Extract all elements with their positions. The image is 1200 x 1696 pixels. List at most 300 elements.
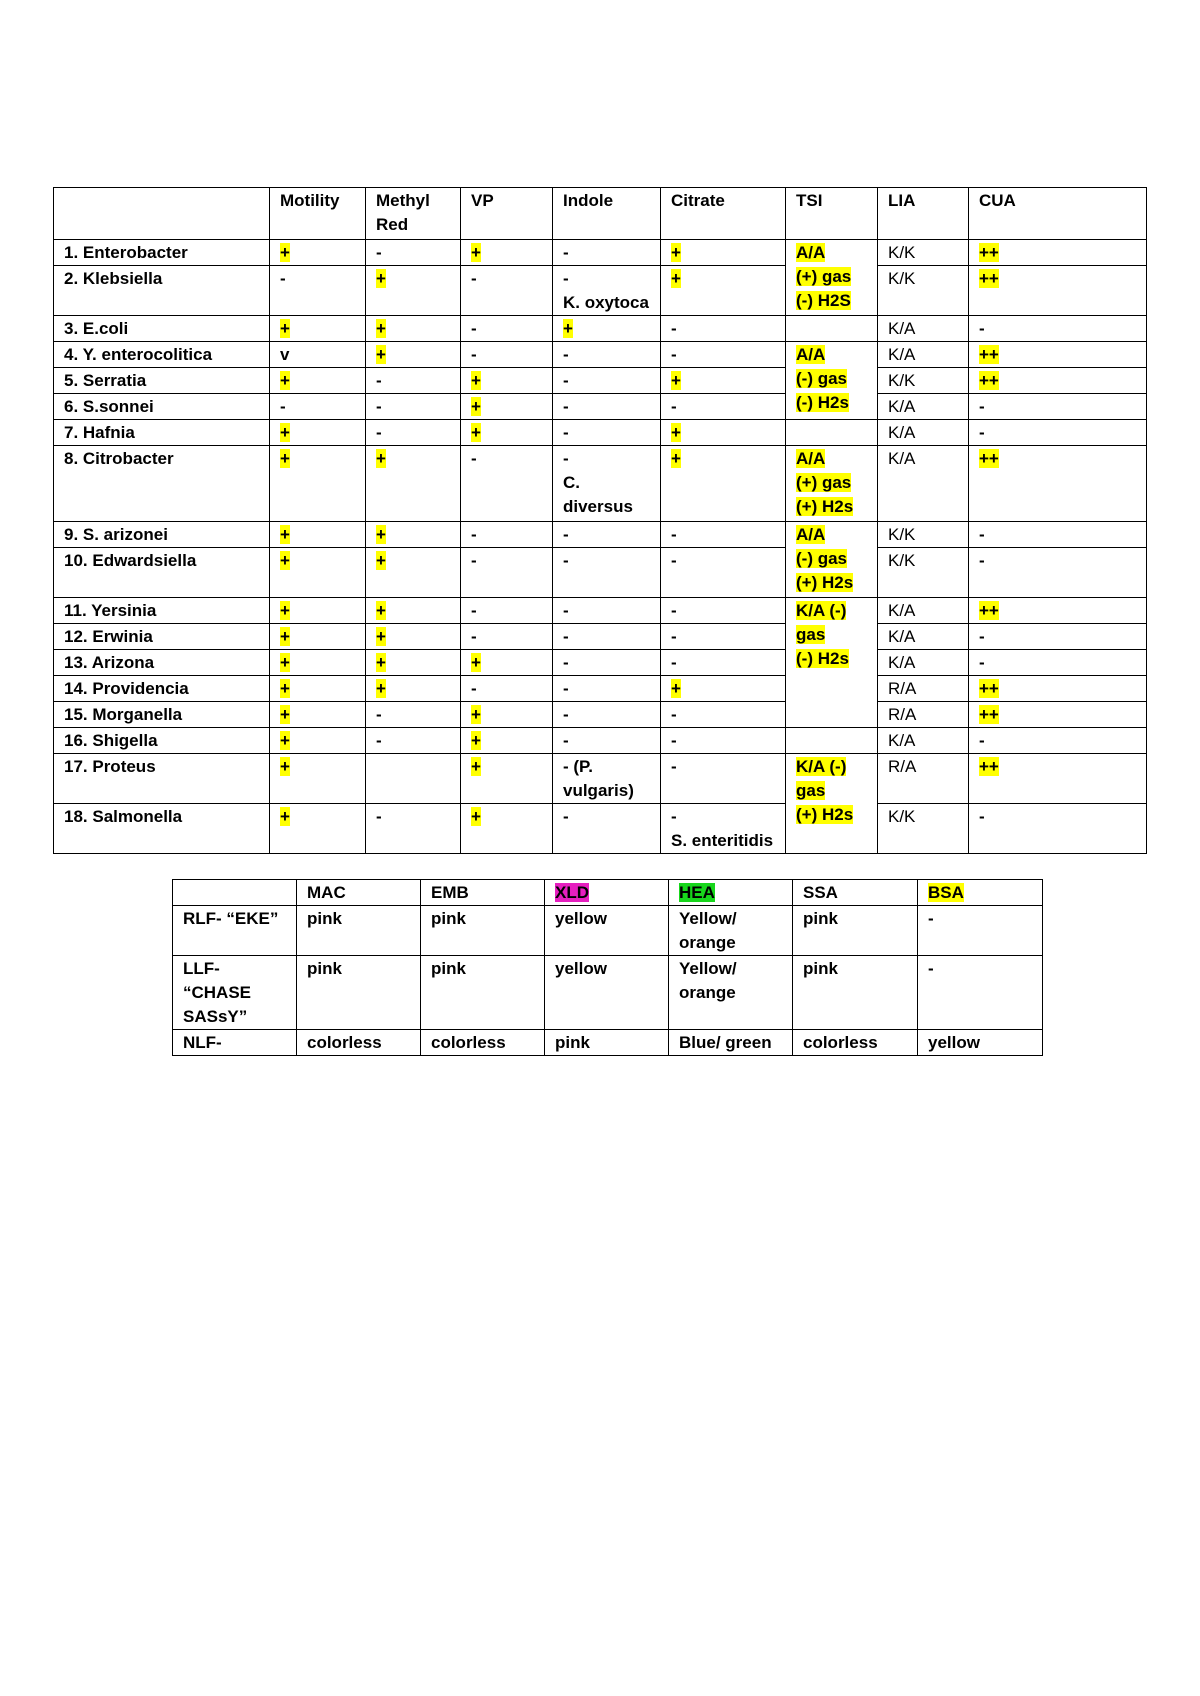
mr-cell [366,522,461,548]
motility-cell [270,316,366,342]
vp-value: - [471,269,477,288]
tsi-cell [786,728,878,754]
citrate-value: - [671,731,677,750]
cua-cell [969,266,1147,316]
table-row [54,420,1147,446]
mr-cell [366,548,461,598]
column-header [461,188,553,240]
organism-name [54,548,270,598]
lia-value: K/A [888,423,916,442]
cua-cell [969,728,1147,754]
vp-value: - [471,627,477,646]
indole-value: - [563,601,569,620]
header-label: Methyl Red [376,191,430,234]
mr-value: + [376,679,386,698]
fermenter-text: NLF- [183,1033,222,1052]
citrate-value: - [671,319,677,338]
motility-value: + [280,551,290,570]
lia-cell [878,624,969,650]
table-row [54,754,1147,804]
tsi-cell [786,598,878,728]
cua-cell [969,650,1147,676]
media-value: pink [431,909,466,928]
table-row [54,522,1147,548]
citrate-cell [661,394,786,420]
media-cell [421,1030,545,1056]
indole-value: - [563,423,569,442]
vp-value: + [471,653,481,672]
indole-value: - [563,653,569,672]
organism-name [54,446,270,522]
organism-name [54,624,270,650]
indole-value: - [563,525,569,544]
organism-name [54,394,270,420]
citrate-value: - [671,757,677,776]
media-cell [297,956,421,1030]
tsi-value: (+) gas [796,473,852,492]
motility-value: + [280,627,290,646]
media-value: colorless [431,1033,506,1052]
motility-cell [270,702,366,728]
media-value: - [928,909,934,928]
motility-cell [270,522,366,548]
table-row [54,342,1147,368]
citrate-cell [661,368,786,394]
citrate-cell [661,804,786,854]
organism-label: 1. Enterobacter [64,243,188,262]
cua-value: ++ [979,269,999,288]
indole-value: - [563,243,569,262]
lia-cell [878,420,969,446]
motility-value: + [280,807,290,826]
indole-cell [553,754,661,804]
vp-value: + [471,371,481,390]
indole-cell [553,342,661,368]
lia-cell [878,702,969,728]
cua-value: ++ [979,449,999,468]
motility-cell [270,624,366,650]
motility-value: + [280,423,290,442]
vp-cell [461,804,553,854]
tsi-value: K/A (-) [796,757,847,776]
column-header [54,188,270,240]
lia-value: K/A [888,601,916,620]
media-cell [793,906,918,956]
tsi-value: A/A [796,345,826,364]
vp-value: + [471,731,481,750]
media-table [172,879,1043,1056]
table-row [54,624,1147,650]
motility-cell [270,368,366,394]
indole-cell [553,240,661,266]
citrate-cell [661,598,786,624]
citrate-value: + [671,679,681,698]
table-row [54,598,1147,624]
media-cell [545,1030,669,1056]
indole-cell [553,446,661,522]
table-row [54,702,1147,728]
vp-value: + [471,423,481,442]
citrate-value: + [671,269,681,288]
organism-label: 7. Hafnia [64,423,135,442]
cua-cell [969,342,1147,368]
tsi-cell [786,446,878,522]
tsi-value: (-) H2s [796,393,849,412]
motility-cell [270,598,366,624]
cua-value: - [979,807,985,826]
indole-cell [553,316,661,342]
indole-value: - [563,397,569,416]
cua-value: ++ [979,243,999,262]
indole-value: - [563,627,569,646]
cua-cell [969,702,1147,728]
cua-value: - [979,627,985,646]
organism-name [54,342,270,368]
tsi-value: A/A [796,449,826,468]
motility-cell [270,728,366,754]
media-header-label: MAC [307,883,346,902]
organism-name [54,676,270,702]
vp-value: - [471,449,477,468]
tsi-value: A/A [796,525,826,544]
media-value: - [928,959,934,978]
citrate-cell [661,728,786,754]
vp-value: - [471,319,477,338]
tsi-value: (+) H2s [796,573,854,592]
indole-value: - [563,449,569,468]
tsi-value: K/A (-) [796,601,847,620]
indole-value: - [563,807,569,826]
media-cell [669,1030,793,1056]
mr-cell [366,598,461,624]
table-row [54,650,1147,676]
lia-value: K/K [888,525,916,544]
citrate-value: - [671,653,677,672]
lia-cell [878,522,969,548]
indole-value: vulgaris) [563,781,634,800]
tsi-value: (+) H2s [796,805,854,824]
media-cell [669,906,793,956]
table-row [54,804,1147,854]
vp-cell [461,728,553,754]
table-row [54,316,1147,342]
indole-value: - [563,705,569,724]
media-cell [421,906,545,956]
organism-name [54,754,270,804]
indole-value: C. [563,473,580,492]
lia-cell [878,394,969,420]
vp-cell [461,650,553,676]
citrate-value: + [671,449,681,468]
mr-value: - [376,705,382,724]
vp-value: + [471,807,481,826]
media-value: yellow [555,959,607,978]
citrate-cell [661,446,786,522]
tsi-cell [786,754,878,854]
media-column-header [545,880,669,906]
table-row [54,676,1147,702]
lia-cell [878,676,969,702]
citrate-cell [661,522,786,548]
media-cell [297,906,421,956]
lia-value: K/K [888,551,916,570]
mr-cell [366,394,461,420]
fermenter-label [173,956,297,1030]
media-value: Blue/ green [679,1033,772,1052]
mr-value: - [376,807,382,826]
vp-cell [461,240,553,266]
media-value: yellow [928,1033,980,1052]
organism-name [54,316,270,342]
motility-value: + [280,653,290,672]
mr-cell [366,342,461,368]
citrate-value: - [671,705,677,724]
vp-cell [461,702,553,728]
indole-cell [553,420,661,446]
citrate-cell [661,754,786,804]
mr-value: + [376,601,386,620]
media-cell [421,956,545,1030]
mr-value: - [376,397,382,416]
table-row [54,240,1147,266]
mr-cell [366,316,461,342]
citrate-value: S. enteritidis [671,831,774,850]
indole-value: diversus [563,497,633,516]
mr-value: + [376,319,386,338]
organism-label: 8. Citrobacter [64,449,174,468]
citrate-cell [661,420,786,446]
lia-cell [878,368,969,394]
media-column-header [421,880,545,906]
lia-value: K/K [888,371,916,390]
tsi-cell [786,342,878,420]
cua-value: ++ [979,345,999,364]
column-header [553,188,661,240]
tsi-value: (+) H2s [796,497,854,516]
citrate-cell [661,548,786,598]
cua-cell [969,420,1147,446]
motility-value: + [280,731,290,750]
citrate-value: - [671,601,677,620]
vp-value: - [471,601,477,620]
citrate-value: - [671,807,677,826]
media-column-header [173,880,297,906]
organism-name [54,240,270,266]
header-label: CUA [979,191,1016,210]
motility-value: + [280,243,290,262]
media-value: yellow [555,909,607,928]
motility-cell [270,548,366,598]
lia-cell [878,754,969,804]
media-value: pink [307,959,342,978]
organism-label: 17. Proteus [64,757,156,776]
media-value: colorless [803,1033,878,1052]
cua-value: ++ [979,705,999,724]
cua-value: - [979,525,985,544]
mr-cell [366,804,461,854]
tsi-value: gas [796,625,826,644]
motility-cell [270,420,366,446]
media-cell [545,956,669,1030]
tsi-cell [786,240,878,316]
lia-value: R/A [888,679,917,698]
tsi-cell [786,522,878,598]
lia-value: K/A [888,653,916,672]
vp-cell [461,676,553,702]
motility-cell [270,650,366,676]
vp-cell [461,266,553,316]
mr-value: + [376,551,386,570]
vp-cell [461,420,553,446]
media-header-label: BSA [928,883,964,902]
media-column-header [297,880,421,906]
organism-label: 15. Morganella [64,705,183,724]
indole-cell [553,548,661,598]
cua-cell [969,522,1147,548]
fermenter-text: RLF- “EKE” [183,909,279,928]
fermenter-label [173,1030,297,1056]
media-header-label: XLD [555,883,589,902]
indole-value: - [563,679,569,698]
mr-cell [366,240,461,266]
vp-value: - [471,679,477,698]
vp-cell [461,548,553,598]
vp-value: - [471,345,477,364]
motility-value: + [280,705,290,724]
organism-label: 10. Edwardsiella [64,551,197,570]
column-header [878,188,969,240]
cua-cell [969,598,1147,624]
tsi-cell [786,316,878,342]
indole-value: - [563,269,569,288]
lia-cell [878,804,969,854]
cua-cell [969,240,1147,266]
organism-name [54,702,270,728]
citrate-cell [661,624,786,650]
lia-cell [878,342,969,368]
media-header-label: HEA [679,883,715,902]
tsi-value: (-) gas [796,549,847,568]
indole-cell [553,598,661,624]
mr-cell [366,728,461,754]
organism-name [54,368,270,394]
vp-cell [461,754,553,804]
lia-value: K/K [888,243,916,262]
cua-cell [969,446,1147,522]
mr-cell [366,676,461,702]
vp-cell [461,598,553,624]
media-value: colorless [307,1033,382,1052]
motility-cell [270,754,366,804]
organism-name [54,650,270,676]
vp-cell [461,446,553,522]
lia-value: K/A [888,319,916,338]
tsi-value: A/A [796,243,826,262]
header-label: VP [471,191,494,210]
citrate-value: + [671,243,681,262]
citrate-cell [661,650,786,676]
lia-cell [878,728,969,754]
vp-cell [461,316,553,342]
lia-value: R/A [888,705,917,724]
media-header-label: EMB [431,883,469,902]
motility-cell [270,676,366,702]
vp-value: + [471,397,481,416]
lia-value: K/A [888,449,916,468]
vp-cell [461,522,553,548]
motility-value: + [280,679,290,698]
organism-label: 3. E.coli [64,319,129,338]
mr-value: + [376,269,386,288]
motility-value: + [280,319,290,338]
motility-cell [270,342,366,368]
indole-value: - (P. [563,757,593,776]
organism-name [54,420,270,446]
organism-label: 16. Shigella [64,731,158,750]
vp-value: - [471,551,477,570]
citrate-cell [661,266,786,316]
indole-cell [553,728,661,754]
header-row [54,188,1147,240]
media-cell [918,906,1043,956]
motility-cell [270,394,366,420]
fermenter-label [173,906,297,956]
cua-value: ++ [979,371,999,390]
table-row [54,394,1147,420]
motility-cell [270,240,366,266]
cua-value: - [979,319,985,338]
lia-value: K/A [888,345,916,364]
motility-value: + [280,371,290,390]
motility-value: + [280,449,290,468]
organism-label: 6. S.sonnei [64,397,154,416]
citrate-cell [661,240,786,266]
indole-cell [553,624,661,650]
indole-value: K. oxytoca [563,293,649,312]
lia-value: K/A [888,731,916,750]
organism-name [54,728,270,754]
indole-cell [553,522,661,548]
citrate-value: - [671,345,677,364]
organism-label: 11. Yersinia [64,601,157,620]
header-label: Motility [280,191,340,210]
media-cell [793,1030,918,1056]
indole-cell [553,702,661,728]
motility-value: + [280,757,290,776]
citrate-value: - [671,551,677,570]
tsi-value: (-) gas [796,369,847,388]
media-cell [793,956,918,1030]
tsi-value: gas [796,781,826,800]
indole-cell [553,368,661,394]
cua-cell [969,754,1147,804]
citrate-cell [661,702,786,728]
header-label: Indole [563,191,614,210]
cua-cell [969,394,1147,420]
citrate-value: - [671,397,677,416]
mr-cell [366,420,461,446]
mr-cell [366,650,461,676]
citrate-value: - [671,525,677,544]
indole-cell [553,650,661,676]
mr-cell [366,702,461,728]
lia-value: K/A [888,627,916,646]
tsi-value: (-) H2S [796,291,851,310]
cua-cell [969,676,1147,702]
lia-cell [878,548,969,598]
vp-value: + [471,757,481,776]
lia-cell [878,266,969,316]
